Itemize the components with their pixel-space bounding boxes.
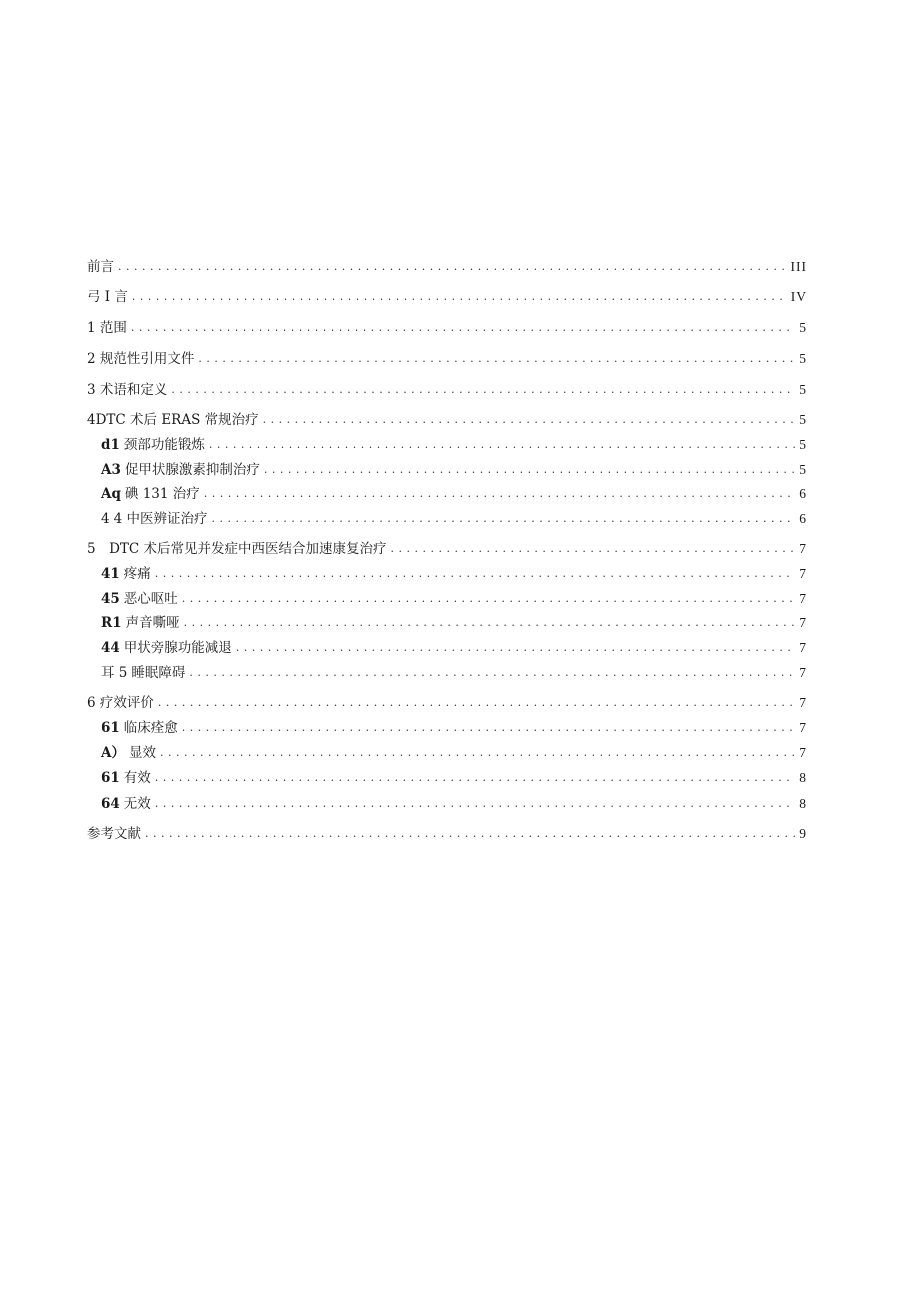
toc-entry-title: 6 疗效评价	[87, 695, 154, 711]
toc-dot-leader	[160, 742, 795, 764]
toc-entry-page-number: 8	[799, 770, 807, 785]
toc-entry-page-number: 7	[799, 541, 807, 556]
toc-entry[interactable]	[87, 348, 807, 370]
toc-dot-leader	[209, 434, 795, 456]
toc-dot-leader	[155, 563, 795, 585]
toc-entry[interactable]	[101, 434, 807, 456]
toc-entry-title: 4 中医辨证治疗	[113, 511, 208, 527]
toc-dot-leader	[131, 317, 795, 339]
toc-entry-number: A3	[101, 462, 121, 478]
toc-entry-page-number: 8	[799, 796, 807, 811]
toc-dot-leader	[236, 637, 795, 659]
toc-entry[interactable]	[87, 379, 807, 401]
toc-entry-number: 4	[101, 511, 110, 527]
toc-entry-number: A）	[101, 745, 125, 761]
toc-dot-leader	[264, 459, 795, 481]
toc-entry-page-number: 7	[799, 615, 807, 630]
toc-entry[interactable]	[101, 742, 807, 764]
toc-entry[interactable]	[101, 717, 807, 739]
toc-entry-title: 临床痊愈	[123, 720, 178, 736]
toc-entry-page-number: 6	[799, 486, 807, 501]
toc-entry-page-number: 6	[799, 511, 807, 526]
toc-dot-leader	[182, 717, 795, 739]
toc-dot-leader	[182, 588, 795, 610]
toc-entry-title: 弓 I 言	[87, 289, 128, 305]
toc-entry-title: 促甲状腺激素抑制治疗	[124, 462, 260, 478]
toc-entry[interactable]	[101, 637, 807, 659]
toc-dot-leader	[171, 379, 795, 401]
toc-entry[interactable]	[101, 767, 807, 789]
toc-entry-number: 41	[101, 566, 120, 582]
toc-dot-leader	[189, 662, 795, 684]
toc-entry-number: Aq	[101, 486, 121, 502]
toc-entry[interactable]	[87, 256, 807, 278]
toc-entry-title: 3 术语和定义	[87, 382, 168, 398]
toc-entry-number: 耳 5	[101, 665, 128, 681]
toc-entry-title: 1 范围	[87, 320, 127, 336]
toc-dot-leader	[211, 508, 795, 530]
toc-dot-leader	[198, 348, 795, 370]
toc-dot-leader	[158, 692, 795, 714]
toc-entry-title: 显效	[128, 745, 156, 761]
toc-entry-page-number: 9	[799, 826, 807, 841]
toc-entry-title: 前言	[87, 259, 114, 275]
toc-entry-page-number: 5	[799, 412, 807, 427]
toc-dot-leader	[118, 256, 787, 278]
toc-entry-title: 碘 131 治疗	[124, 486, 200, 502]
toc-entry[interactable]	[101, 588, 807, 610]
toc-entry-title: 参考文献	[87, 826, 141, 842]
toc-entry-title: 无效	[123, 796, 151, 812]
toc-entry-page-number: 5	[799, 382, 807, 397]
toc-entry-title: 甲状旁腺功能减退	[123, 640, 232, 656]
toc-entry[interactable]	[87, 409, 807, 431]
toc-entry[interactable]	[87, 823, 807, 845]
toc-dot-leader	[204, 483, 795, 505]
toc-dot-leader	[184, 612, 796, 634]
toc-entry-title: 5 DTC 术后常见并发症中西医结合加速康复治疗	[87, 541, 387, 557]
toc-entry-page-number: 5	[799, 462, 807, 477]
toc-entry-page-number: 7	[799, 640, 807, 655]
toc-dot-leader	[155, 767, 795, 789]
toc-entry[interactable]	[101, 508, 807, 530]
toc-entry-number: 61	[101, 720, 120, 736]
toc-entry-title: 2 规范性引用文件	[87, 351, 195, 367]
toc-entry-title: 4DTC 术后 ERAS 常规治疗	[87, 412, 259, 428]
toc-entry-number: 45	[101, 591, 120, 607]
toc-entry-number: 44	[101, 640, 120, 656]
toc-entry-title: 声音嘶哑	[125, 615, 180, 631]
toc-entry-page-number: 7	[799, 591, 807, 606]
toc-entry[interactable]	[87, 538, 807, 560]
toc-dot-leader	[145, 823, 795, 845]
toc-entry[interactable]	[101, 483, 807, 505]
toc-entry-number: 64	[101, 796, 120, 812]
toc-entry-title: 颈部功能锻炼	[123, 437, 205, 453]
toc-entry-number: R1	[101, 615, 122, 631]
toc-entry-number: d1	[101, 437, 120, 453]
toc-entry-page-number: 5	[799, 437, 807, 452]
toc-entry-number: 61	[101, 770, 120, 786]
toc-entry-page-number: III	[790, 259, 807, 274]
toc-entry[interactable]	[87, 286, 807, 308]
toc-dot-leader	[391, 538, 796, 560]
toc-entry[interactable]	[101, 459, 807, 481]
toc-entry[interactable]	[101, 612, 807, 634]
toc-dot-leader	[263, 409, 796, 431]
toc-entry-page-number: 7	[799, 720, 807, 735]
toc-entry-title: 睡眠障碍	[131, 665, 186, 681]
toc-entry-page-number: 7	[799, 665, 807, 680]
toc-entry-title: 恶心呕吐	[123, 591, 178, 607]
toc-entry-page-number: 5	[799, 351, 807, 366]
toc-entry-title: 有效	[123, 770, 151, 786]
toc-entry[interactable]	[87, 692, 807, 714]
toc-entry-page-number: IV	[790, 289, 807, 304]
toc-entry[interactable]	[87, 317, 807, 339]
toc-entry-title: 疼痛	[123, 566, 151, 582]
toc-entry-page-number: 7	[799, 695, 807, 710]
toc-dot-leader	[132, 286, 787, 308]
toc-dot-leader	[155, 793, 795, 815]
toc-entry[interactable]	[101, 662, 807, 684]
toc-entry[interactable]	[101, 563, 807, 585]
toc-entry-page-number: 5	[799, 320, 807, 335]
toc-entry[interactable]	[101, 793, 807, 815]
toc-entry-page-number: 7	[799, 566, 807, 581]
toc-entry-page-number: 7	[799, 745, 807, 760]
